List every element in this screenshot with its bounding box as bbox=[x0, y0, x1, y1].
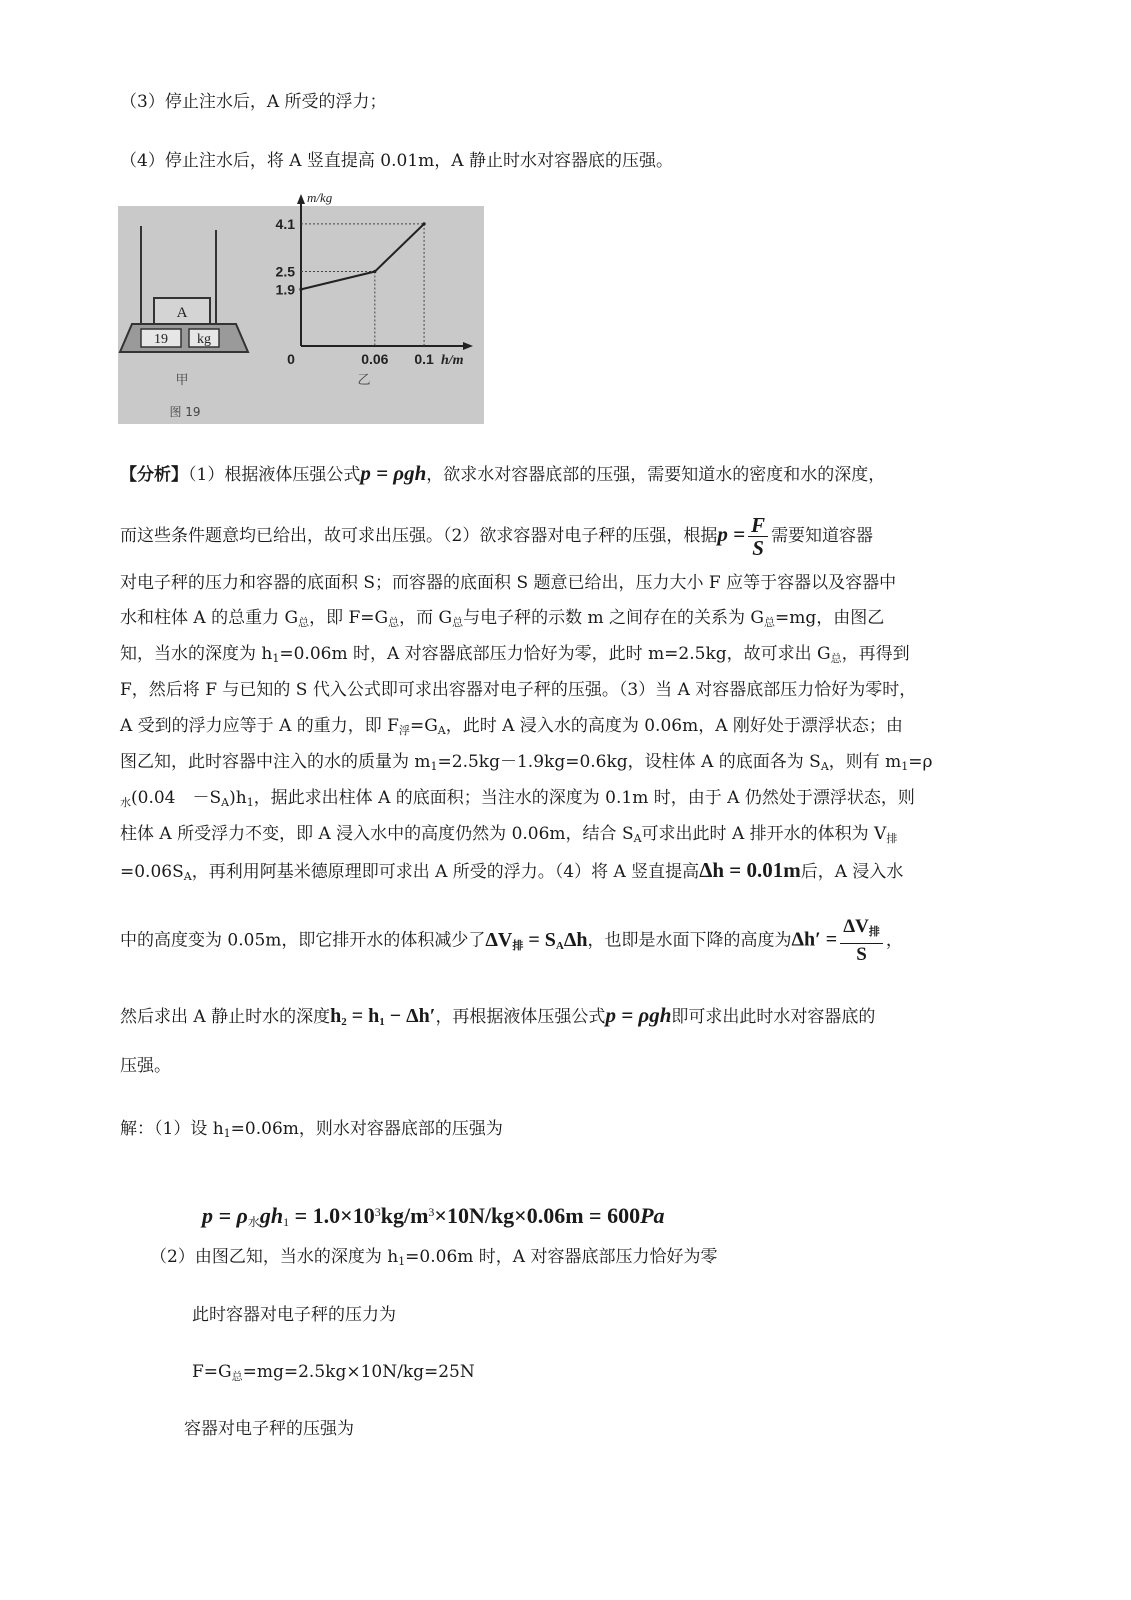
analysis-line-12 bbox=[120, 916, 903, 966]
analysis-line-11 bbox=[120, 858, 903, 889]
subscript: 总 bbox=[764, 616, 776, 629]
y-tick-2: 4.1 bbox=[275, 215, 295, 232]
data-point-1 bbox=[373, 270, 376, 273]
solution-intro bbox=[120, 1117, 503, 1146]
subscript: 总 bbox=[830, 652, 842, 665]
data-point-2 bbox=[422, 222, 425, 225]
text: 后，A 浸入水 bbox=[800, 862, 904, 882]
label-jia: 甲 bbox=[175, 373, 189, 388]
text: h bbox=[330, 1005, 342, 1027]
x-tick-1: 0.06 bbox=[361, 351, 389, 367]
text: ，则有 m bbox=[828, 752, 902, 772]
text: =0.06m，则水对容器底部的压强为 bbox=[230, 1119, 503, 1139]
text: 解：（1）设 h bbox=[120, 1119, 224, 1139]
text: p = ρ bbox=[202, 1203, 248, 1228]
text: ，再根据液体压强公式 bbox=[435, 1007, 606, 1027]
subscript: A bbox=[221, 796, 230, 809]
subscript: 1 bbox=[379, 1016, 385, 1028]
text: 而这些条件题意均已给出，故可求出压强。（2）欲求容器对电子秤的压强，根据 bbox=[120, 526, 718, 546]
subscript: 1 bbox=[901, 760, 909, 773]
subscript: 总 bbox=[298, 616, 310, 629]
formula-f-over-s bbox=[748, 514, 768, 559]
formula-p-rho-gh: p = ρgh bbox=[360, 461, 427, 485]
subscript: 水 bbox=[120, 796, 131, 809]
subscript: 水 bbox=[247, 1215, 260, 1229]
text: 柱体 A 所受浮力不变，即 A 浸入水中的高度仍然为 0.06m，结合 S bbox=[120, 824, 634, 844]
frac-num: F bbox=[748, 514, 768, 537]
text: =ρ bbox=[908, 752, 933, 772]
formula-p-rho-gh: p = ρgh bbox=[605, 1003, 672, 1027]
data-points bbox=[299, 222, 425, 291]
block-a-label: A bbox=[176, 305, 188, 321]
figure-19 bbox=[118, 190, 484, 424]
x-axis-arrow bbox=[463, 342, 473, 350]
text: 图乙知，此时容器中注入的水的质量为 m bbox=[120, 752, 431, 772]
text: ，再得到 bbox=[841, 644, 910, 664]
formula-h2 bbox=[330, 1005, 435, 1027]
subscript: 1 bbox=[246, 796, 254, 809]
text: ， bbox=[885, 930, 903, 951]
superscript: 3 bbox=[374, 1205, 381, 1219]
text: kg/m bbox=[380, 1203, 429, 1228]
subscript: 1 bbox=[272, 652, 280, 665]
text: − Δh′ bbox=[384, 1005, 436, 1027]
text: =mg，由图乙 bbox=[775, 608, 885, 628]
scale-unit: kg bbox=[197, 332, 211, 347]
text: ，此时 A 浸入水的高度为 0.06m，A 刚好处于漂浮状态；由 bbox=[445, 716, 903, 736]
frac-den: S bbox=[856, 944, 867, 965]
text: = h bbox=[346, 1005, 380, 1027]
frac-num bbox=[840, 916, 883, 944]
analysis-line-2 bbox=[120, 514, 873, 559]
text: ΔV bbox=[843, 916, 869, 937]
y-axis-label: m/kg bbox=[307, 190, 333, 205]
text: =G bbox=[409, 716, 438, 736]
text: ΔV bbox=[485, 928, 513, 951]
text: 可求出此时 A 排开水的体积为 V bbox=[641, 824, 887, 844]
text: ，也即是水面下降的高度为 bbox=[587, 930, 792, 951]
subscript: 2 bbox=[341, 1016, 347, 1028]
x-axis-label: h/m bbox=[441, 353, 464, 368]
subscript: 总 bbox=[452, 616, 464, 629]
text: Δh bbox=[563, 928, 588, 951]
formula-dv-over-s bbox=[840, 916, 883, 966]
question-3: （3）停止注水后，A 所受的浮力； bbox=[120, 92, 387, 112]
solution-step-2 bbox=[150, 1245, 717, 1274]
text: =2.5kg－1.9kg=0.6kg，设柱体 A 的底面各为 S bbox=[437, 752, 821, 772]
text: 然后求出 A 静止时水的深度 bbox=[120, 1007, 331, 1027]
graph-yi bbox=[276, 190, 473, 388]
text: = 1.0×10 bbox=[289, 1203, 375, 1228]
analysis-line-7 bbox=[120, 714, 903, 743]
text: 知，当水的深度为 h bbox=[120, 644, 273, 664]
analysis-line-9 bbox=[120, 786, 915, 815]
question-4: （4）停止注水后，将 A 竖直提高 0.01m，A 静止时水对容器底的压强。 bbox=[120, 151, 673, 171]
solution-step-3: 此时容器对电子秤的压力为 bbox=[192, 1305, 396, 1325]
frac-den: S bbox=[752, 536, 764, 560]
solution-step-4 bbox=[192, 1360, 475, 1389]
text: gh bbox=[259, 1203, 284, 1228]
superscript: 3 bbox=[428, 1205, 435, 1219]
figure-caption: 图 19 bbox=[169, 405, 201, 419]
figure-drawing bbox=[118, 190, 484, 424]
subscript: A bbox=[820, 760, 829, 773]
series-line bbox=[301, 224, 424, 290]
analysis-line-4 bbox=[120, 606, 884, 635]
text: 中的高度变为 0.05m，即它排开水的体积减少了 bbox=[120, 930, 486, 951]
text: ，据此求出柱体 A 的底面积；当注水的深度为 0.1m 时，由于 A 仍然处于漂浮状态，则 bbox=[253, 788, 915, 808]
analysis-line-6: F，然后将 F 与已知的 S 代入公式即可求出容器对电子秤的压强。（3）当 A 对容器底部压力恰好为零时， bbox=[120, 680, 917, 700]
solution-step-5: 容器对电子秤的压强为 bbox=[184, 1419, 354, 1439]
analysis-line-5 bbox=[120, 642, 910, 671]
subscript: A bbox=[183, 870, 192, 883]
x-tick-0: 0 bbox=[287, 351, 295, 367]
text: =0.06S bbox=[120, 862, 184, 882]
text: = S bbox=[523, 928, 556, 951]
text: 需要知道容器 bbox=[771, 526, 874, 546]
text: =0.06m 时，A 对容器底部压力恰好为零 bbox=[405, 1247, 718, 1267]
subscript: 总 bbox=[231, 1370, 243, 1383]
data-point-0 bbox=[299, 288, 302, 291]
formula-p: p = bbox=[717, 522, 746, 546]
solution-equation-1 bbox=[202, 1203, 665, 1230]
text: ，而 G bbox=[399, 608, 453, 628]
analysis-line-3: 对电子秤的压力和容器的底面积 S；而容器的底面积 S 题意已给出，压力大小 F 应等于容器以及容器中 bbox=[120, 573, 897, 593]
text: )h bbox=[229, 788, 247, 808]
text: ，欲求水对容器底部的压强，需要知道水的密度和水的深度， bbox=[426, 465, 886, 485]
formula-delta-h: Δh = 0.01m bbox=[699, 858, 801, 882]
x-tick-2: 0.1 bbox=[414, 351, 434, 367]
analysis-line-8 bbox=[120, 750, 933, 779]
y-axis-arrow bbox=[297, 194, 305, 204]
text: ，再利用阿基米德原理即可求出 A 所受的浮力。（4）将 A 竖直提高 bbox=[191, 862, 700, 882]
text: =0.06m 时，A 对容器底部压力恰好为零，此时 m=2.5kg，故可求出 G bbox=[279, 644, 831, 664]
subscript: 浮 bbox=[398, 724, 410, 737]
subscript: 排 bbox=[868, 926, 880, 938]
text: ×10N/kg×0.06m = 600 bbox=[434, 1203, 641, 1228]
text: F=G bbox=[192, 1362, 232, 1382]
subscript: 1 bbox=[223, 1127, 231, 1140]
subscript: 排 bbox=[512, 939, 524, 952]
subscript: A bbox=[437, 724, 446, 737]
text: 水和柱体 A 的总重力 G bbox=[120, 608, 299, 628]
subscript: 1 bbox=[398, 1255, 406, 1268]
analysis-line-13 bbox=[120, 1003, 875, 1034]
text: （2）由图乙知，当水的深度为 h bbox=[150, 1247, 399, 1267]
subscript: 1 bbox=[283, 1215, 290, 1229]
label-yi: 乙 bbox=[357, 373, 371, 388]
y-tick-1: 2.5 bbox=[275, 263, 295, 280]
text: =mg=2.5kg×10N/kg=25N bbox=[242, 1362, 475, 1382]
text: 即可求出此时水对容器底的 bbox=[671, 1007, 876, 1027]
subscript: 总 bbox=[388, 616, 400, 629]
text: （1）根据液体压强公式 bbox=[188, 465, 361, 485]
electronic-scale bbox=[120, 324, 248, 352]
subscript: A bbox=[633, 832, 642, 845]
analysis-label: 【分析】 bbox=[120, 465, 188, 485]
analysis-line-10 bbox=[120, 822, 897, 851]
text: ，即 F=G bbox=[309, 608, 389, 628]
formula-delta-v bbox=[485, 929, 587, 951]
subscript: A bbox=[555, 939, 564, 952]
subscript: 1 bbox=[430, 760, 438, 773]
y-tick-0: 1.9 bbox=[275, 281, 295, 298]
text: Pa bbox=[640, 1203, 665, 1228]
scale-value: 19 bbox=[154, 332, 168, 347]
subscript: 排 bbox=[886, 832, 898, 845]
text: A 受到的浮力应等于 A 的重力，即 F bbox=[120, 716, 399, 736]
analysis-line-1 bbox=[120, 461, 885, 487]
text: 与电子秤的示数 m 之间存在的关系为 G bbox=[463, 608, 765, 628]
analysis-line-14: 压强。 bbox=[120, 1056, 171, 1076]
text: (0.04 －S bbox=[131, 788, 222, 808]
formula-delta-h-prime: Δh′ = bbox=[791, 928, 838, 951]
